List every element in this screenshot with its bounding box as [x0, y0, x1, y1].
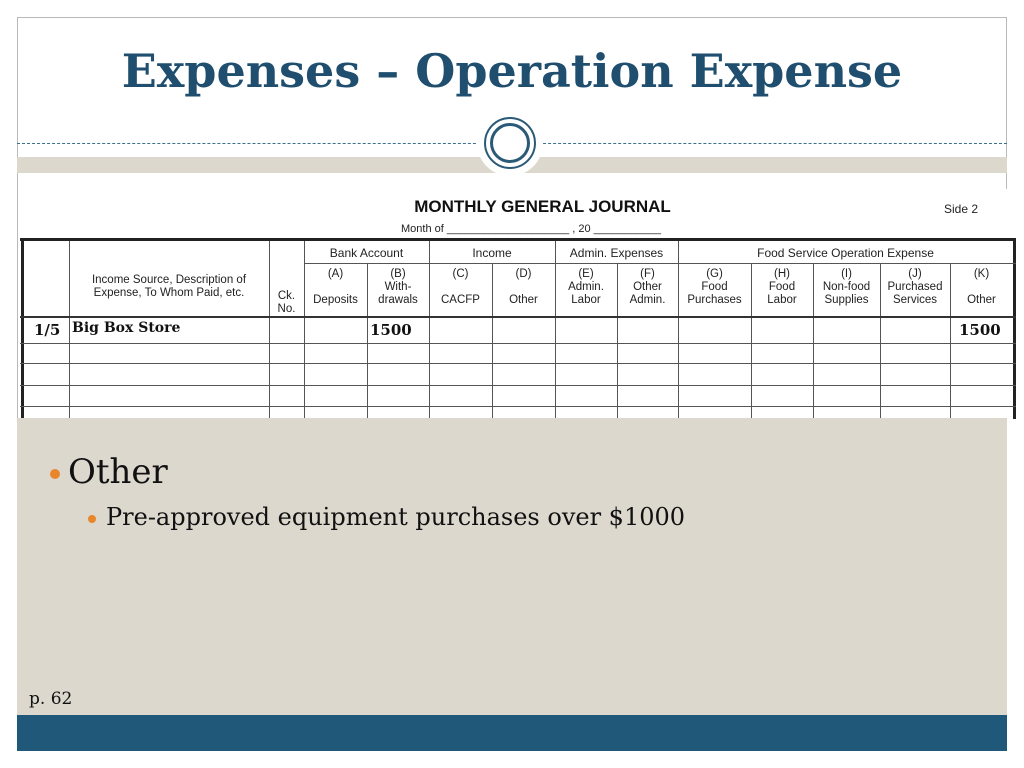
col-k-other: (K) Other: [967, 268, 996, 306]
col-j-purchased-services: (J) Purchased Services: [887, 268, 943, 306]
col-d-other: (D) Other: [509, 268, 538, 306]
entry-withdrawals: 1500: [370, 321, 412, 339]
col-g-food-purchases: (G) Food Purchases: [687, 268, 742, 306]
entry-other-k: 1500: [959, 321, 1001, 339]
group-admin-expenses: Admin. Expenses: [569, 246, 664, 260]
journal-title: MONTHLY GENERAL JOURNAL: [414, 197, 671, 216]
journal-form-image: [20, 189, 1016, 419]
bullet-dot-icon: [50, 469, 60, 479]
col-description: Income Source, Description of Expense, To Whom Paid, etc.: [91, 274, 247, 299]
slide-title: Expenses – Operation Expense: [121, 44, 903, 98]
journal-table: [20, 238, 1016, 419]
col-f-other-admin: (F) Other Admin.: [629, 268, 666, 306]
bullet-dot-icon: [88, 515, 96, 523]
page-reference: p. 62: [29, 689, 73, 709]
group-bank-account: Bank Account: [329, 246, 404, 260]
footer-bar: [17, 715, 1007, 751]
bullet-level1: Other: [50, 452, 168, 492]
bullet-level2: Pre-approved equipment purchases over $1000: [88, 503, 685, 531]
ring-inner-icon: [490, 123, 530, 163]
journal-month-line: Month of ____________________ , 20 ___________: [401, 223, 661, 235]
col-b-withdrawals: (B) With- drawals: [378, 268, 418, 306]
group-income: Income: [472, 246, 512, 260]
col-i-nonfood-supplies: (I) Non-food Supplies: [822, 268, 871, 306]
col-check-number: Ck. No.: [277, 290, 296, 315]
entry-date: 1/5: [34, 321, 61, 339]
col-a-deposits: (A) Deposits: [313, 268, 358, 306]
group-food-service: Food Service Operation Expense: [757, 246, 934, 260]
col-e-admin-labor: (E) Admin. Labor: [568, 268, 604, 306]
entry-description: Big Box Store: [72, 320, 181, 336]
col-c-cacfp: (C) CACFP: [441, 268, 480, 306]
col-h-food-labor: (H) Food Labor: [767, 268, 797, 306]
journal-side-label: Side 2: [944, 202, 979, 216]
